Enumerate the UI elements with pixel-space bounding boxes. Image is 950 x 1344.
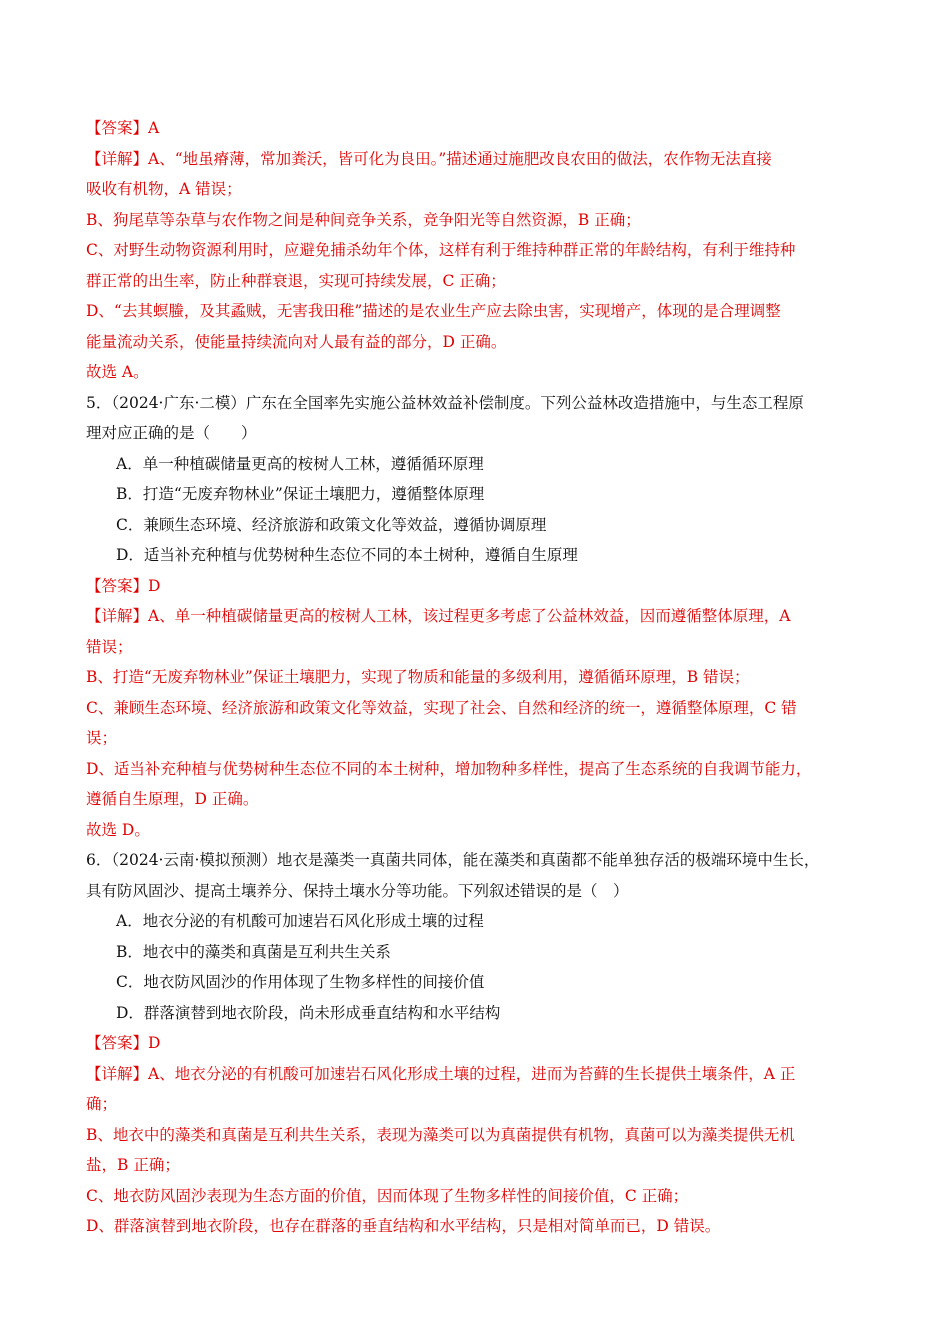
explanation-line: 盐，B 正确； — [86, 1156, 180, 1174]
explanation-line: B、地衣中的藻类和真菌是互利共生关系，表现为藻类可以为真菌提供有机物，真菌可以为藻类提供无机 — [86, 1125, 795, 1144]
conclusion-line: 故选 D。 — [86, 820, 150, 839]
question-5-option-c: C．兼顾生态环境、经济旅游和政策文化等效益，遵循协调原理 — [116, 515, 547, 534]
explanation-line: 能量流动关系，使能量持续流向对人最有益的部分，D 正确。 — [86, 332, 507, 351]
conclusion-line: 故选 A。 — [86, 363, 149, 381]
explanation-line: 【详解】A、地衣分泌的有机酸可加速岩石风化形成土壤的过程，进而为苔藓的生长提供土壤条件，A 正 — [86, 1064, 796, 1083]
question-5-option-b: B．打造“无废弃物林业”保证土壤肥力，遵循整体原理 — [116, 485, 485, 503]
question-5-stem: 5．（2024·广东·二模）广东在全国率先实施公益林效益补偿制度。下列公益林改造措施中，与生态工程原 — [86, 393, 804, 412]
explanation-line: 群正常的出生率，防止种群衰退，实现可持续发展，C 正确； — [86, 271, 506, 290]
document-page — [86, 113, 866, 1242]
explanation-line: C、对野生动物资源利用时，应避免捕杀幼年个体，这样有利于维持种群正常的年龄结构，有利于维持种 — [86, 241, 796, 259]
answer-line: 【答案】D — [86, 1034, 161, 1052]
explanation-line: 遵循自生原理，D 正确。 — [86, 790, 259, 808]
explanation-line: C、兼顾生态环境、经济旅游和政策文化等效益，实现了社会、自然和经济的统一，遵循整体原理，C 错 — [86, 698, 797, 717]
explanation-line: D、群落演替到地衣阶段，也存在群落的垂直结构和水平结构，只是相对简单而已，D 错误。 — [86, 1217, 721, 1235]
explanation-line: 【详解】A、“地虽瘠薄，常加粪沃，皆可化为良田。”描述通过施肥改良农田的做法，农作物无法直接 — [86, 149, 772, 168]
explanation-line: B、打造“无废弃物林业”保证土壤肥力，实现了物质和能量的多级利用，遵循循环原理，B 错误； — [86, 668, 750, 686]
question-5-option-d: D．适当补充种植与优势树种生态位不同的本土树种，遵循自生原理 — [116, 546, 578, 564]
question-6-option-a: A．地衣分泌的有机酸可加速岩石风化形成土壤的过程 — [116, 912, 484, 930]
explanation-line: 误； — [86, 729, 118, 747]
question-5-stem: 理对应正确的是（ ） — [86, 424, 257, 442]
explanation-line: C、地衣防风固沙表现为生态方面的价值，因而体现了生物多样性的间接价值，C 正确； — [86, 1186, 689, 1205]
explanation-line: B、狗尾草等杂草与农作物之间是种间竞争关系，竞争阳光等自然资源，B 正确； — [86, 210, 641, 229]
explanation-line: 错误； — [86, 637, 133, 656]
question-6-stem: 具有防风固沙、提高土壤养分、保持土壤水分等功能。下列叙述错误的是（ ） — [86, 881, 629, 900]
answer-line: 【答案】A — [86, 119, 160, 137]
explanation-line: 确； — [86, 1095, 118, 1113]
question-6-option-d: D．群落演替到地衣阶段，尚未形成垂直结构和水平结构 — [116, 1003, 501, 1022]
question-6-stem: 6．（2024·云南·模拟预测）地衣是藻类一真菌共同体，能在藻类和真菌都不能单独存活的极端环境中生长， — [86, 851, 820, 869]
explanation-line: 吸收有机物，A 错误； — [86, 180, 242, 198]
question-5-option-a: A．单一种植碳储量更高的桉树人工林，遵循循环原理 — [116, 454, 484, 473]
answer-line: 【答案】D — [86, 576, 161, 595]
explanation-line: D、“去其螟螣，及其蟊贼，无害我田稚”描述的是农业生产应去除虫害，实现增产，体现的是合理调整 — [86, 302, 781, 320]
explanation-line: 【详解】A、单一种植碳储量更高的桉树人工林，该过程更多考虑了公益林效益，因而遵循整体原理，A — [86, 607, 791, 625]
explanation-line: D、适当补充种植与优势树种生态位不同的本土树种，增加物种多样性，提高了生态系统的自我调节能力， — [86, 759, 812, 778]
question-6-option-b: B．地衣中的藻类和真菌是互利共生关系 — [116, 942, 391, 961]
question-6-option-c: C．地衣防风固沙的作用体现了生物多样性的间接价值 — [116, 973, 485, 991]
